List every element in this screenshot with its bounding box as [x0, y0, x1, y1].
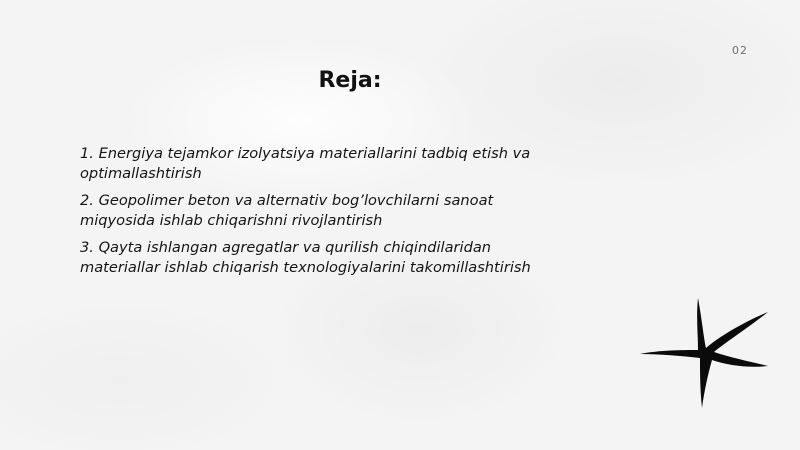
star-shape [640, 298, 768, 408]
page-number: 02 [732, 44, 748, 57]
plan-list [80, 144, 560, 285]
plan-item-3: 3. Qayta ishlangan agregatlar va qurilish chiqindilaridan materiallar ishlab chiqarish texnologiyalarini takomillashtirish [80, 239, 531, 276]
plan-item-1: 1. Energiya tejamkor izolyatsiya materiallarini tadbiq etish va optimallashtirish [80, 145, 531, 182]
slide-title: Reja: [318, 68, 382, 93]
four-point-star-icon [640, 298, 770, 408]
plan-item-2: 2. Geopolimer beton va alternativ bog’lovchilarni sanoat miqyosida ishlab chiqarishni rivojlantirish [80, 192, 494, 229]
